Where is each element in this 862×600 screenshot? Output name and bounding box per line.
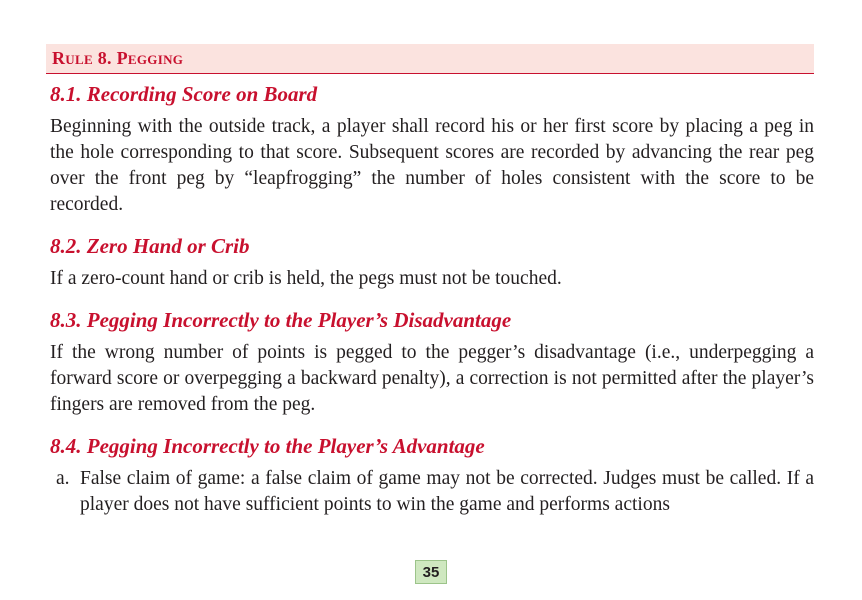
- section-heading-8-2: 8.2. Zero Hand or Crib: [50, 234, 250, 258]
- rule-title: Rule 8. Pegging: [52, 48, 184, 68]
- section-text-8-3: If the wrong number of points is pegged to the pegger’s disadvantage (i.e., underpegging a forward score or overpegging a backward penalty), a correction is not permitted after the player’s fingers are removed from the peg.: [50, 342, 814, 415]
- document-page: [46, 44, 814, 518]
- list-marker: a.: [56, 468, 70, 489]
- section-heading-8-3: 8.3. Pegging Incorrectly to the Player’s Disadvantage: [50, 308, 512, 332]
- section-heading-8-1: 8.1. Recording Score on Board: [50, 82, 318, 106]
- section-text-8-1: Beginning with the outside track, a player shall record his or her first score by placing a peg in the hole corresponding to that score. Subsequent scores are recorded by advancing the rear peg over the front peg by “leapfrogging” the number of holes consistent with the score to be recorded.: [50, 116, 814, 215]
- rule-header: [46, 44, 814, 74]
- page-number: 35: [415, 560, 447, 584]
- list-item-text: False claim of game: a false claim of game may not be corrected. Judges must be called. If a player does not have sufficient points to win the game and performs actions: [80, 468, 814, 515]
- section-heading-8-4: 8.4. Pegging Incorrectly to the Player’s Advantage: [50, 434, 485, 458]
- list-item: [50, 466, 814, 518]
- section-text-8-2: If a zero-count hand or crib is held, the pegs must not be touched.: [50, 268, 562, 289]
- section-list-8-4: [46, 466, 814, 518]
